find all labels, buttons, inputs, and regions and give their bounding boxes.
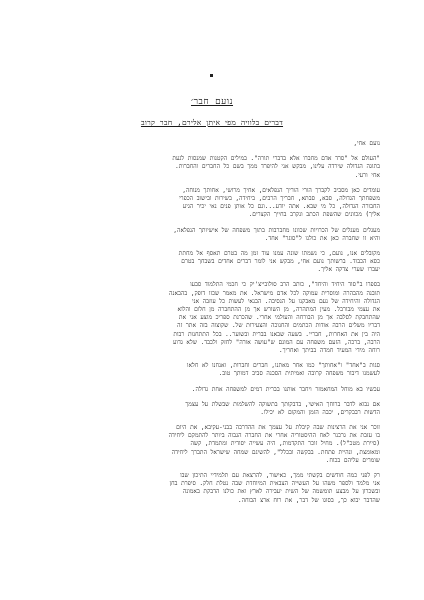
- paragraph: [46, 281, 380, 355]
- text-line: החבורה הגדולה, כל מי שבא. אתה יודע...וגם כל אותן פנים נאי יכיר הגיע: [182, 204, 380, 211]
- document-body: [46, 140, 380, 512]
- text-line: בו עזבת את גרכנר לאח ההיסטוריה אחרי את החברה הגבוה ביותר להתמקם ליחידה: [168, 433, 380, 440]
- text-line: אם נבוא לדבר ברוחך האישי, בדבקותך בתשוקה להשלמות שבשלת על עצמך: [185, 401, 380, 408]
- document-title: נועם חבר׳: [190, 97, 234, 107]
- text-line: זוכר אני את הרצינות שבה קיבלת על עצמך את ההדרכה בבני-עקיבא, את היום: [176, 425, 380, 432]
- text-line: סגות ב"אחד" ו"אחותך" כמו אחר מאתנו, חברים וחברות, ואנחנו לא חלאו: [186, 363, 380, 370]
- paragraph: [46, 187, 380, 220]
- bullet-mark: [210, 74, 213, 77]
- text-line: בתוגה הגדולה שירדה עלינו, מבקש אני להיפרד ממך בשם כל החברים והחברות.: [175, 164, 380, 171]
- text-line: דבריו משלים הרבה אודות הכתמים והחנוכה והצעירות של. שקוצוה בזה אתר זה: [177, 323, 380, 330]
- paragraph: [46, 472, 380, 505]
- text-line: והיא זו שחברה כאן את כולנו ל"סוגר" אחד.: [264, 235, 380, 242]
- paragraph: [46, 362, 380, 378]
- text-line: ומאומצת, ונהיית פתחת. בבקשה ובכלל", להשיגם שמחה שישראל התברך ליחידה: [171, 449, 380, 456]
- text-line: היה בין את האחרות, חבריי. בשעה שבאנו בברית ובשוער.. בכל התתחנות רבות: [173, 331, 380, 338]
- paragraph: [46, 401, 380, 417]
- text-line: שהדבר יבוא כך, בסוגו של דבר, את רוח ארצ הבוחה.: [238, 497, 380, 504]
- text-line: ובשכרון על מבצע תומשמה של השית יעבירה לארץ ואת כולנו הדבקת באמונה: [182, 489, 380, 496]
- text-line: שומרים עליהם בכוח.: [325, 457, 380, 464]
- text-line: כסא הכבוד. ברשותך נועם אחי, מבקש אני לומר דברים אחדים בשבחך בטרם: [181, 259, 380, 266]
- text-line: (סיירת מטכ"ל). מחיל זוכר התקדמות, היה עשייה יסודית ומתמדת, קשה: [190, 441, 380, 448]
- paragraph: [46, 424, 380, 465]
- paragraph: [46, 386, 380, 394]
- paragraph: [46, 155, 380, 180]
- text-line: רוחה מידי המעיד חמדה בביתך ואחריך.: [278, 347, 380, 354]
- text-line: תובנה מהבהרה ומוסרית עמוקה לכל אדם מישראל. את מאמר שכזו דופק, בהבאנה: [169, 290, 380, 297]
- text-line: הדשות רבבקרים, יכבה הזמן והמקום לא יכילו.: [260, 409, 380, 416]
- text-line: לעשמנו דיבור משפחה קרובה ואמיתית הסכנה סביב דמותך טוב.: [218, 371, 380, 378]
- text-line: שהתחבקת לסלבה אך מן הבורחה והעולמי אחרי. שהכרנת ספריכ מוצע אני את: [178, 315, 380, 322]
- text-line: יעברו שערי צדקה אליך.: [317, 267, 380, 274]
- text-line: עומדים כאן מסביב לקברך הורי הוריך הנפלאים, אחיך מרושי, אחותך מנוחה,: [182, 187, 380, 194]
- text-line: בספרו ב"סוד היחיד והיחד", כותב הרב סולובייצ'יק כי חכמי התלמוד סבעו: [190, 282, 380, 289]
- paragraph: [46, 250, 380, 275]
- text-line: רק לפני כמה חודשים בקשתי ממך, כאישור, להרצאת עם תלמידיי התיכון שבו: [180, 473, 380, 479]
- text-line: משפחתך הגדולה, סבא, סבתא, חבריך הרבים, ביחידה, בשירות ובישוב הכפרי: [179, 195, 380, 202]
- text-line: אני מלמד ולספר משהו על העשייה הצבאית המיוחדת שבה נטלת חלק. סיפרת בחן: [169, 481, 380, 488]
- text-line: את עצמי מבורבל. מעין המתהרה, מן השורש אך מן ההתחברה מן חלום והלוא: [177, 307, 380, 313]
- text-line: נועם אחי,: [353, 141, 380, 147]
- paragraph: [46, 140, 380, 148]
- text-line: מקובלים אנו, נועם, כי נשמתו שונה עמנו עוד זמן מה בטרם תאסף אל מחתת: [178, 250, 380, 257]
- text-line: אחי ורעי.: [354, 172, 380, 179]
- text-line: עכשיו בא מוחל המחאמזר ויחבר אותנו בברית דמים למשפחה אחת גדולה.: [191, 386, 380, 393]
- text-line: מעגלים מעגלים של הכרויות שכוונו מחברבות בתוך משפחה של אישיותך הנפלאה,: [173, 227, 380, 234]
- text-line: אליך) מכוונים שהשפת הכתב ונקרב בחייך הקצרים.: [248, 212, 380, 219]
- text-line: הגדולה והיחידה של נעם מאבקנו על הנסיבה. הבנאי לעשות כל עוזבה אני: [192, 298, 380, 305]
- document-subtitle: דברים בלוויה מפי איתן אלירם, חבר קרוב: [140, 118, 284, 127]
- text-line: "העולם אל "סרד אדם מחברו אלא בדברי תורה". במילים הקטנות שמנסות לגעת: [172, 156, 380, 163]
- paragraph: [46, 227, 380, 243]
- text-line: הרבה, ברכה, הזעם משפחה עם המונם ש"עושה אורה" לחזק ולכבד. שלא גדוע: [173, 339, 380, 346]
